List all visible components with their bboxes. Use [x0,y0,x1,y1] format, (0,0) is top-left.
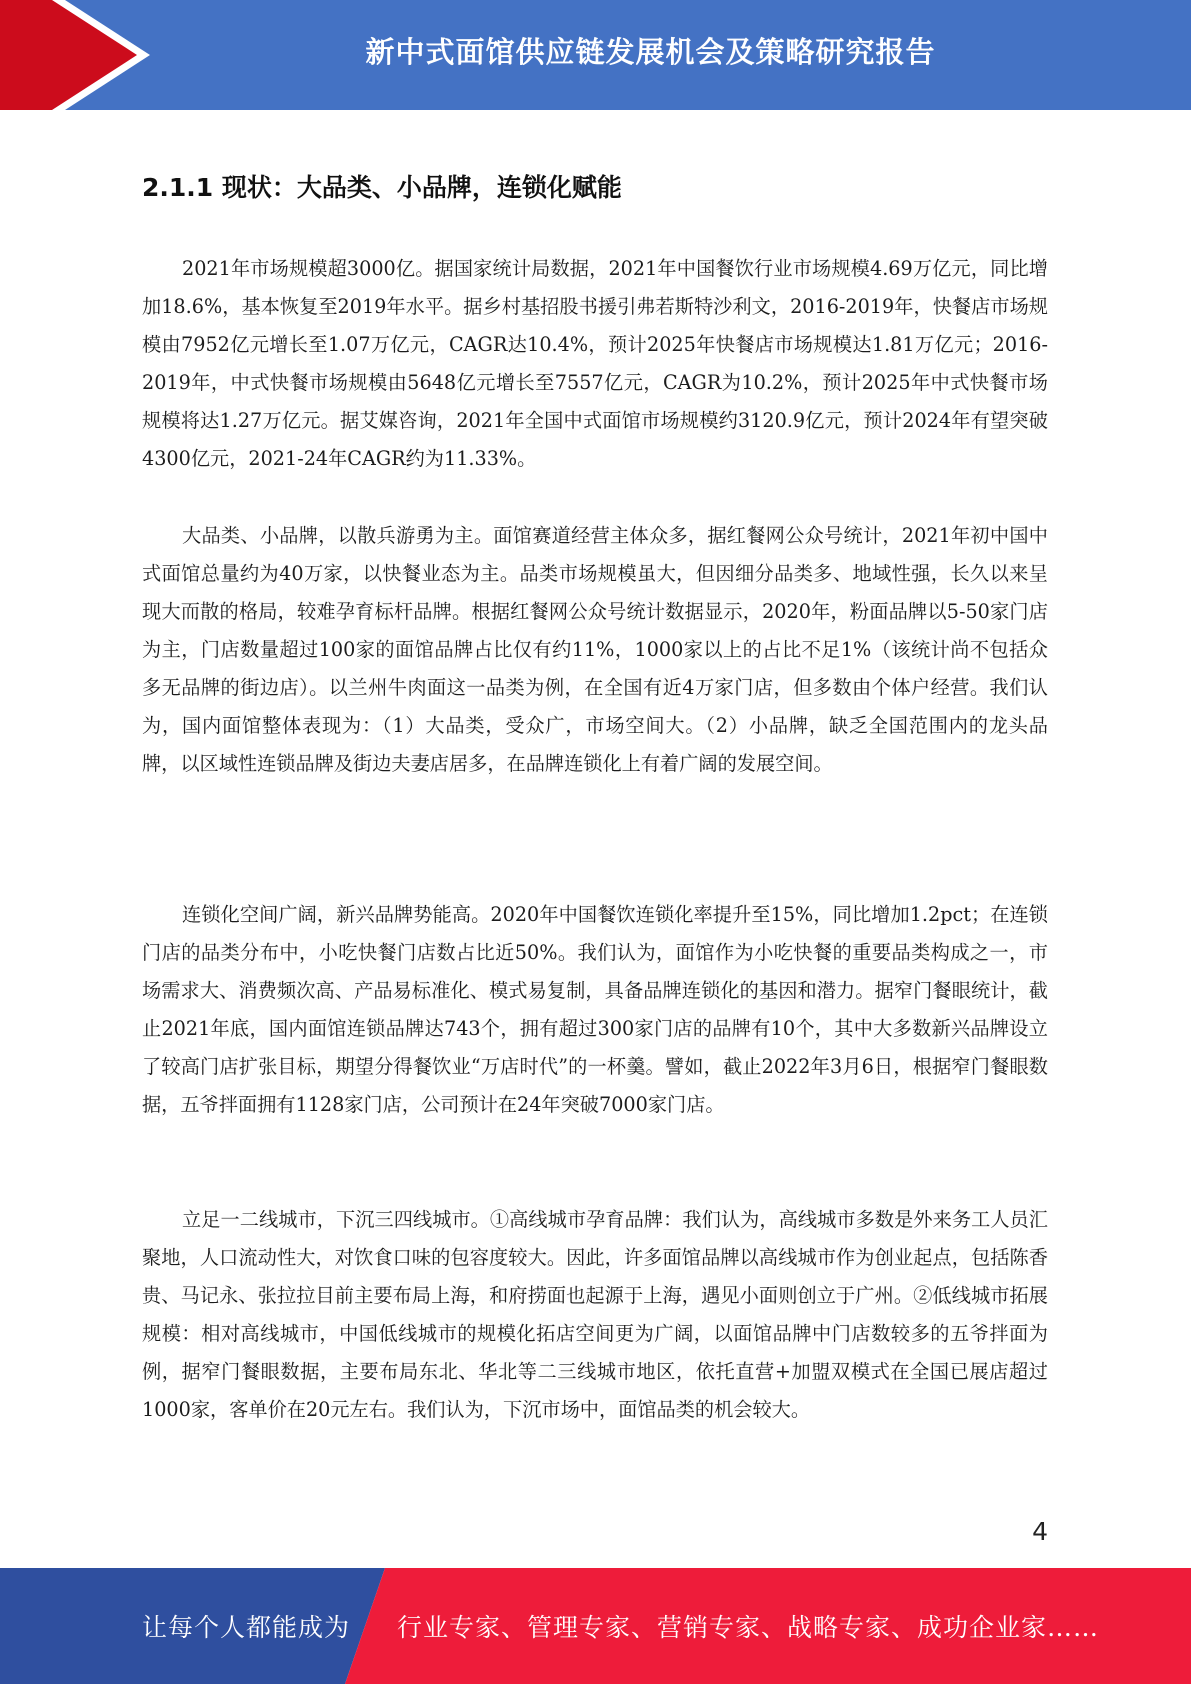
report-title: 新中式面馆供应链发展机会及策略研究报告 [365,34,936,69]
paragraph-city-tiers: 立足一二线城市，下沉三四线城市。①高线城市孕育品牌：我们认为，高线城市多数是外来务工人员汇聚地，人口流动性大，对饮食口味的包容度较大。因此，许多面馆品牌以高线城市作为创业起点，包括陈香贵、马记永、张拉拉目前主要布局上海，和府捞面也起源于上海，遇见小面则创立于广州。②低线城市拓展规模：相对高线城市，中国低线城市的规模化拓店空间更为广阔，以面馆品牌中门店数较多的五爷拌面为例，据窄门餐眼数据，主要布局东北、华北等二三线城市地区，依托直营+加盟双模式在全国已展店超过1000家，客单价在20元左右。我们认为，下沉市场中，面馆品类的机会较大。 [142,1208,1048,1421]
paragraph-market-size: 2021年市场规模超3000亿。据国家统计局数据，2021年中国餐饮行业市场规模4.69万亿元，同比增加18.6%，基本恢复至2019年水平。据乡村基招股书援引弗若斯特沙利文，2016-2019年，快餐店市场规模由7952亿元增长至1.07万亿元，CAGR达10.4%，预计2025年快餐店市场规模达1.81万亿元；2016-2019年，中式快餐市场规模由5648亿元增长至7557亿元，CAGR为10.2%，预计2025年中式快餐市场规模将达1.27万亿元。据艾媒咨询，2021年全国中式面馆市场规模约3120.9亿元，预计2024年有望突破4300亿元，2021-24年CAGR约为11.33%。 [142,257,1048,470]
page-number: 4 [1032,1517,1048,1546]
paragraph-big-category-small-brand: 大品类、小品牌，以散兵游勇为主。面馆赛道经营主体众多，据红餐网公众号统计，2021年初中国中式面馆总量约为40万家，以快餐业态为主。品类市场规模虽大，但因细分品类多、地域性强，长久以来呈现大而散的格局，较难孕育标杆品牌。根据红餐网公众号统计数据显示，2020年，粉面品牌以5-50家门店为主，门店数量超过100家的面馆品牌占比仅有约11%，1000家以上的占比不足1%（该统计尚不包括众多无品牌的街边店）。以兰州牛肉面这一品类为例，在全国有近4万家门店，但多数由个体户经营。我们认为，国内面馆整体表现为：（1）大品类，受众广，市场空间大。（2）小品牌，缺乏全国范围内的龙头品牌，以区域性连锁品牌及街边夫妻店居多，在品牌连锁化上有着广阔的发展空间。 [142,524,1048,775]
page-footer [0,1568,1191,1684]
footer-slogan-left: 让每个人都能成为 [142,1613,351,1642]
footer-slogan-right: 行业专家、管理专家、营销专家、战略专家、成功企业家…… [397,1613,1100,1642]
paragraph-chain-expansion: 连锁化空间广阔，新兴品牌势能高。2020年中国餐饮连锁化率提升至15%，同比增加1.2pct；在连锁门店的品类分布中，小吃快餐门店数占比近50%。我们认为，面馆作为小吃快餐的重要品类构成之一，市场需求大、消费频次高、产品易标准化、模式易复制，具备品牌连锁化的基因和潜力。据窄门餐眼统计，截止2021年底，国内面馆连锁品牌达743个，拥有超过300家门店的品牌有10个，其中大多数新兴品牌设立了较高门店扩张目标，期望分得餐饮业“万店时代”的一杯羹。譬如，截止2022年3月6日，根据窄门餐眼数据，五爷拌面拥有1128家门店，公司预计在24年突破7000家门店。 [142,903,1048,1116]
section-heading: 2.1.1 现状：大品类、小品牌，连锁化赋能 [142,173,622,202]
page-header [0,0,1191,110]
